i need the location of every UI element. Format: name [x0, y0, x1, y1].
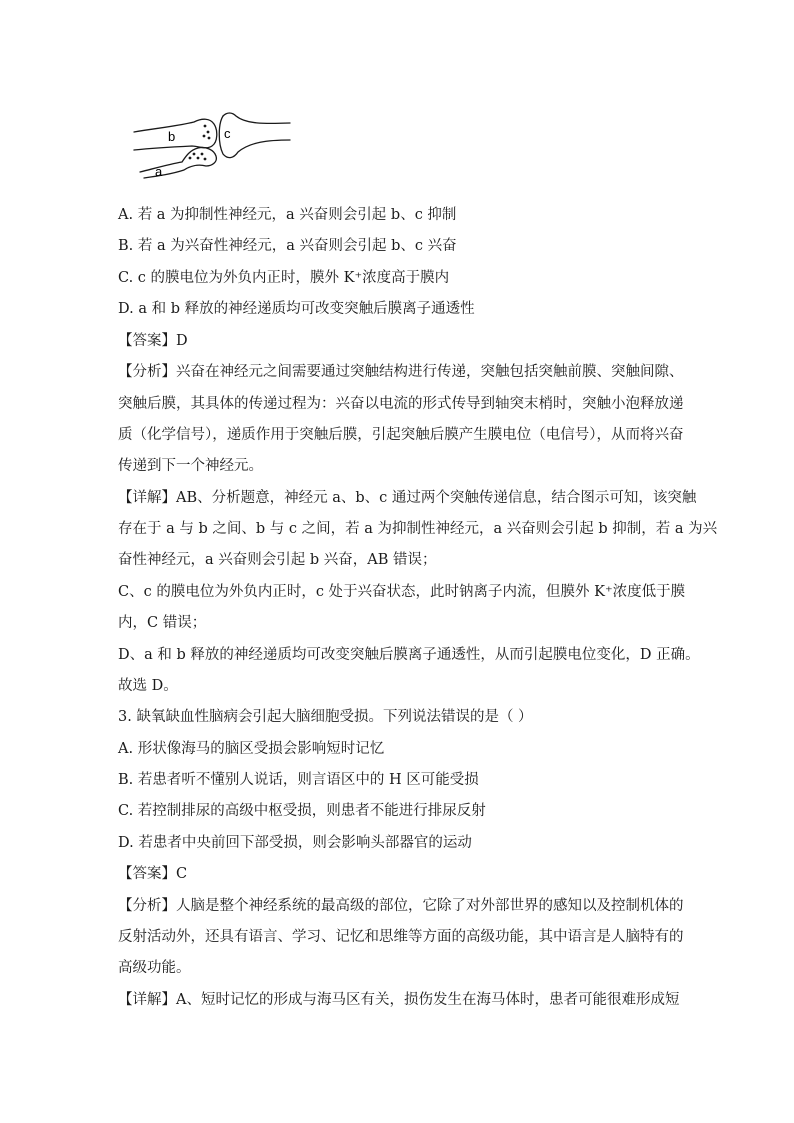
label-a: a [155, 164, 163, 179]
option-d-line: D. a 和 b 释放的神经递质均可改变突触后膜离子通透性 [118, 301, 475, 317]
q3-option-c: C. 若控制排尿的高级中枢受损，则患者不能进行排尿反射 [118, 803, 486, 819]
question-3-stem: 3. 缺氧缺血性脑病会引起大脑细胞受损。下列说法错误的是（ ） [118, 709, 533, 725]
option-a-line: A. 若 a 为抑制性神经元，a 兴奋则会引起 b、c 抑制 [118, 207, 457, 223]
label-c: c [224, 126, 231, 141]
answer-line: 【答案】D [118, 333, 188, 349]
q3-analysis-line: 高级功能。 [118, 960, 191, 976]
neuron-diagram [128, 106, 298, 182]
q3-option-b: B. 若患者听不懂别人说话，则言语区中的 H 区可能受损 [118, 772, 479, 788]
analysis-line: 突触后膜，其具体的传递过程为：兴奋以电流的形式传导到轴突末梢时，突触小泡释放递 [118, 396, 684, 412]
analysis-line: 质（化学信号），递质作用于突触后膜，引起突触后膜产生膜电位（电信号），从而将兴奋 [118, 427, 684, 443]
q3-analysis-line: 【分析】人脑是整个神经系统的最高级的部位，它除了对外部世界的感知以及控制机体的 [118, 898, 684, 914]
option-c-line: C. c 的膜电位为外负内正时，膜外 K⁺浓度高于膜内 [118, 270, 450, 286]
option-b-line: B. 若 a 为兴奋性神经元，a 兴奋则会引起 b、c 兴奋 [118, 238, 457, 254]
detail-line: D、a 和 b 释放的神经递质均可改变突触后膜离子通透性，从而引起膜电位变化，D 正确。 [118, 647, 700, 663]
q3-analysis-line: 反射活动外，还具有语言、学习、记忆和思维等方面的高级功能，其中语言是人脑特有的 [118, 929, 684, 945]
q3-option-d: D. 若患者中央前回下部受损，则会影响头部器官的运动 [118, 835, 472, 851]
synapse-figure [128, 106, 298, 182]
analysis-line: 传递到下一个神经元。 [118, 458, 263, 474]
q3-option-a: A. 形状像海马的脑区受损会影响短时记忆 [118, 741, 385, 757]
q3-answer-line: 【答案】C [118, 866, 188, 882]
detail-line: 存在于 a 与 b 之间、b 与 c 之间，若 a 为抑制性神经元，a 兴奋则会引起 b 抑制，若 a 为兴 [118, 521, 718, 537]
detail-line: 【详解】AB、分析题意，神经元 a、b、c 通过两个突触传递信息，结合图示可知，该突触 [118, 490, 697, 506]
detail-line: 奋性神经元，a 兴奋则会引起 b 兴奋，AB 错误； [118, 552, 437, 568]
detail-line: 内，C 错误； [118, 615, 207, 631]
conclusion-line: 故选 D。 [118, 678, 178, 694]
label-b: b [168, 129, 176, 144]
analysis-line: 【分析】兴奋在神经元之间需要通过突触结构进行传递，突触包括突触前膜、突触间隙、 [118, 364, 684, 380]
detail-line: C、c 的膜电位为外负内正时，c 处于兴奋状态，此时钠离子内流，但膜外 K⁺浓度低于膜 [118, 584, 686, 600]
q3-detail-line: 【详解】A、短时记忆的形成与海马区有关，损伤发生在海马体时，患者可能很难形成短 [118, 992, 680, 1008]
